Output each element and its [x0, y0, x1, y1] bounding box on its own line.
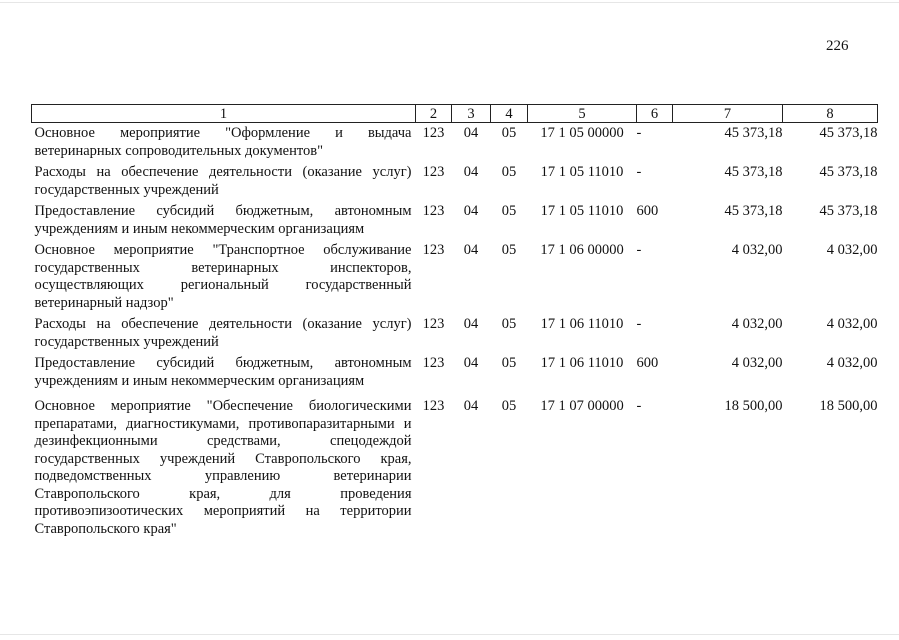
row-expense-type: 600: [636, 203, 659, 219]
col-header-4: 4: [491, 105, 528, 123]
row-subsection-code: 05: [501, 125, 517, 141]
table-row: [32, 396, 878, 540]
row-amount-1: 4 032,00: [731, 316, 783, 332]
row-gr-code: 123: [422, 355, 445, 371]
table-row: [32, 240, 878, 314]
row-gr-code: 123: [422, 125, 445, 141]
row-expense-type: -: [636, 316, 642, 332]
row-section-code: 04: [463, 203, 479, 219]
col-header-6: 6: [637, 105, 673, 123]
row-expense-type: -: [636, 242, 642, 258]
row-amount-1: 4 032,00: [731, 355, 783, 371]
row-target-article: 17 1 05 11010: [540, 203, 624, 219]
row-section-code: 04: [463, 242, 479, 258]
row-section-code: 04: [463, 316, 479, 332]
row-description: Предоставление субсидий бюджетным, автономным учреждениям и иным некоммерческим организациям: [34, 203, 412, 237]
col-header-8: 8: [783, 105, 878, 123]
row-section-code: 04: [463, 125, 479, 141]
row-description: Основное мероприятие "Обеспечение биологическими препаратами, диагностикумами, противопаразитарными и дезинфекционными средствами, спецодеждой государственных учреждений Ставропольского края, подведомственных управлению ветеринарии Ставропольского края, для проведения противоэпизоотических мероприятий на территории Ставропольского края": [34, 398, 412, 537]
row-description: Основное мероприятие "Оформление и выдача ветеринарных сопроводительных документов": [34, 125, 412, 159]
row-subsection-code: 05: [501, 398, 517, 414]
row-amount-2: 4 032,00: [826, 355, 878, 371]
table-row: [32, 123, 878, 163]
row-amount-1: 45 373,18: [724, 125, 783, 141]
row-description: Предоставление субсидий бюджетным, автономным учреждениям и иным некоммерческим организациям: [34, 355, 412, 389]
row-amount-1: 4 032,00: [731, 242, 783, 258]
row-description: Основное мероприятие "Транспортное обслуживание государственных ветеринарных инспекторов, осуществляющих региональный государственный ветеринарный надзор": [34, 242, 412, 311]
row-target-article: 17 1 07 00000: [540, 398, 624, 414]
row-subsection-code: 05: [501, 355, 517, 371]
row-amount-2: 45 373,18: [819, 125, 878, 141]
row-description: Расходы на обеспечение деятельности (оказание услуг) государственных учреждений: [34, 164, 412, 198]
col-header-1: 1: [32, 105, 416, 123]
table-row: [32, 162, 878, 201]
col-header-2: 2: [416, 105, 452, 123]
row-expense-type: 600: [636, 355, 659, 371]
col-header-5: 5: [528, 105, 637, 123]
row-subsection-code: 05: [501, 316, 517, 332]
row-section-code: 04: [463, 164, 479, 180]
row-gr-code: 123: [422, 164, 445, 180]
row-description: Расходы на обеспечение деятельности (оказание услуг) государственных учреждений: [34, 316, 412, 350]
row-expense-type: -: [636, 398, 642, 414]
budget-table: [31, 104, 878, 540]
row-amount-2: 18 500,00: [819, 398, 878, 414]
row-amount-1: 45 373,18: [724, 164, 783, 180]
row-gr-code: 123: [422, 398, 445, 414]
row-target-article: 17 1 06 11010: [540, 355, 624, 371]
row-gr-code: 123: [422, 203, 445, 219]
column-number-header: [32, 105, 878, 123]
row-amount-2: 4 032,00: [826, 242, 878, 258]
row-subsection-code: 05: [501, 203, 517, 219]
table-row: [32, 353, 878, 396]
row-subsection-code: 05: [501, 242, 517, 258]
row-target-article: 17 1 05 00000: [540, 125, 624, 141]
row-amount-2: 45 373,18: [819, 164, 878, 180]
row-section-code: 04: [463, 398, 479, 414]
row-amount-1: 18 500,00: [724, 398, 783, 414]
row-amount-2: 4 032,00: [826, 316, 878, 332]
row-expense-type: -: [636, 164, 642, 180]
scan-edge-top: [0, 2, 899, 3]
row-section-code: 04: [463, 355, 479, 371]
row-gr-code: 123: [422, 242, 445, 258]
row-target-article: 17 1 06 11010: [540, 316, 624, 332]
row-amount-2: 45 373,18: [819, 203, 878, 219]
row-target-article: 17 1 06 00000: [540, 242, 624, 258]
row-expense-type: -: [636, 125, 642, 141]
table-row: [32, 314, 878, 353]
row-subsection-code: 05: [501, 164, 517, 180]
table-row: [32, 201, 878, 240]
col-header-7: 7: [673, 105, 783, 123]
col-header-3: 3: [452, 105, 491, 123]
scan-edge-bottom: [0, 634, 899, 635]
row-gr-code: 123: [422, 316, 445, 332]
row-amount-1: 45 373,18: [724, 203, 783, 219]
row-target-article: 17 1 05 11010: [540, 164, 624, 180]
page-number: 226: [826, 38, 849, 54]
